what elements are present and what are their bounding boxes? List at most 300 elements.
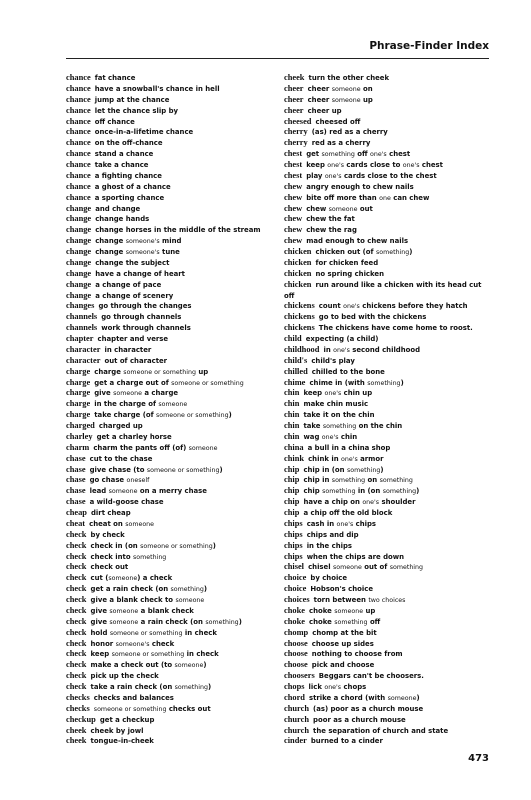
index-entry (66, 193, 282, 204)
index-entry (284, 334, 500, 345)
phrase-placeholder: one's (324, 172, 342, 180)
phrase-placeholder: something (132, 553, 167, 561)
phrase-text: chips and dip (306, 530, 359, 539)
entry-headword: cheat (66, 518, 86, 528)
entry-headword: charge (66, 366, 91, 376)
phrase-text: keep (306, 161, 328, 169)
entry-phrase (94, 379, 244, 387)
entry-headword: childhood (284, 344, 320, 354)
phrase-placeholder: someone (109, 618, 139, 626)
index-entry (66, 356, 282, 367)
phrase-text: by check (90, 530, 125, 539)
index-entry (284, 606, 500, 617)
entry-phrase (91, 607, 194, 615)
phrase-placeholder: someone or something (171, 379, 244, 387)
entry-phrase (95, 237, 181, 245)
entry-headword: choose (284, 660, 308, 670)
index-entry (66, 138, 282, 149)
phrase-placeholder: something (321, 151, 355, 159)
entry-headword: chips (284, 518, 303, 528)
entry-phrase (306, 161, 443, 169)
entry-phrase (323, 346, 420, 354)
phrase-text: give (94, 389, 114, 398)
entry-headword: chance (66, 192, 91, 202)
phrase-text: ) a check (137, 574, 173, 583)
entry-headword: church (284, 714, 309, 724)
phrase-text: off chance (94, 117, 135, 126)
entry-phrase (95, 118, 135, 126)
entry-phrase (94, 400, 187, 408)
index-entry (284, 617, 500, 628)
phrase-text: nothing to choose from (311, 650, 403, 659)
index-entry (66, 247, 282, 258)
entry-headword: chance (66, 73, 91, 82)
index-entry (66, 236, 282, 247)
phrase-placeholder: one's (369, 151, 387, 159)
phrase-text: up (195, 367, 209, 376)
phrase-text: stand a chance (94, 150, 154, 159)
phrase-text: checks and balances (93, 693, 174, 702)
index-entry (66, 726, 282, 737)
entry-phrase (95, 128, 194, 136)
phrase-text: tongue-in-cheek (90, 737, 154, 746)
entry-headword: cheesed (284, 116, 312, 126)
index-entry (284, 595, 500, 606)
index-entry (284, 541, 500, 552)
phrase-text: checks out (166, 704, 211, 713)
index-entry (284, 204, 500, 215)
index-entry (66, 421, 282, 432)
entry-phrase (91, 650, 219, 658)
index-entry (284, 106, 500, 117)
entry-headword: chest (284, 160, 303, 169)
entry-phrase (306, 237, 408, 245)
phrase-text: get a charge out of (94, 378, 172, 387)
entry-headword: chops (284, 682, 305, 691)
entry-phrase (95, 205, 140, 213)
phrase-placeholder: someone or something (146, 466, 220, 474)
index-entry (66, 106, 282, 117)
phrase-text: shoulder (379, 498, 416, 507)
index-entry (284, 84, 500, 95)
phrase-placeholder: someone (331, 85, 361, 93)
phrase-text: cheesed off (315, 117, 361, 126)
phrase-text: in character (104, 345, 152, 354)
index-entry (66, 584, 282, 595)
entry-headword: cheek (66, 725, 87, 735)
phrase-text: chest (419, 161, 443, 169)
index-entry (66, 715, 282, 726)
phrase-text: red as a cherry (311, 139, 371, 148)
entry-headword: change (66, 214, 92, 224)
entry-phrase (312, 640, 374, 648)
phrase-text: cards close to the chest (341, 171, 437, 180)
entry-phrase (91, 737, 154, 745)
phrase-text: ) (212, 541, 216, 550)
entry-headword: china (284, 442, 304, 452)
entry-headword: chicken (284, 257, 312, 267)
entry-phrase (95, 139, 163, 147)
index-entry (66, 410, 282, 421)
entry-phrase (316, 281, 482, 289)
entry-headword: charged (66, 421, 95, 430)
phrase-text: charm the pants off (of) (93, 443, 189, 452)
phrase-text: ) (416, 693, 420, 702)
entry-phrase (97, 433, 172, 441)
phrase-placeholder: someone or something (111, 651, 185, 659)
entry-phrase (309, 694, 420, 702)
entry-phrase (309, 379, 403, 387)
index-entry (284, 465, 500, 476)
index-entry (284, 628, 500, 639)
index-entry (66, 399, 282, 410)
entry-phrase (313, 727, 448, 735)
phrase-text: off (367, 617, 381, 626)
entry-headword: chime (284, 377, 306, 387)
index-entry (66, 280, 282, 291)
phrase-text: (as) poor as a church mouse (313, 704, 424, 713)
phrase-text: ) (203, 661, 207, 670)
phrase-text: second childhood (349, 345, 421, 354)
entry-headword: charge (66, 388, 91, 398)
entry-headword: church (284, 703, 309, 713)
entry-phrase (303, 389, 372, 397)
entry-phrase (95, 281, 161, 289)
entry-headword: change (66, 290, 92, 300)
phrase-text: off (354, 150, 370, 159)
phrase-text: keep (90, 650, 112, 659)
index-entry (66, 552, 282, 563)
phrase-placeholder: one's (336, 520, 354, 528)
entry-phrase (319, 672, 424, 680)
index-entry (284, 573, 500, 584)
entry-headword: chicken (284, 279, 312, 289)
index-entry (284, 171, 500, 182)
index-entry (66, 73, 282, 84)
phrase-text: ) (416, 487, 420, 496)
index-entry (66, 312, 282, 323)
phrase-text: mind (159, 237, 182, 246)
index-entry (284, 236, 500, 247)
phrase-placeholder: something (322, 488, 356, 496)
phrase-text: chip in (303, 476, 332, 485)
phrase-text: up (363, 606, 376, 615)
phrase-text: choke (309, 617, 335, 626)
index-entry (66, 508, 282, 519)
entry-headword: check (66, 595, 87, 604)
entry-phrase (312, 650, 403, 658)
phrase-text: chin (338, 432, 358, 441)
entry-headword: chip (284, 497, 300, 507)
entry-phrase (312, 128, 388, 136)
entry-headword: character (66, 355, 101, 365)
entry-headword: chin (284, 421, 300, 430)
entry-headword: chance (66, 170, 91, 180)
entry-phrase (95, 226, 260, 234)
entry-phrase (310, 585, 373, 593)
phrase-text: cheat on (89, 519, 126, 528)
phrase-placeholder: someone (175, 597, 205, 604)
entry-phrase (306, 194, 429, 202)
phrase-text: cut ( (90, 574, 109, 583)
index-entry (66, 171, 282, 182)
entry-phrase (101, 324, 191, 332)
entry-headword: chest (284, 149, 303, 159)
index-entry (284, 421, 500, 432)
phrase-text: the separation of church and state (313, 726, 449, 735)
entry-phrase (91, 629, 217, 637)
phrase-placeholder: one's (343, 303, 360, 311)
phrase-placeholder: something (379, 477, 413, 485)
index-entry (284, 247, 500, 258)
entry-headword: chase (66, 453, 86, 463)
index-entry (284, 117, 500, 128)
phrase-text: out (357, 204, 373, 213)
phrase-text: and change (95, 204, 141, 213)
phrase-text: go through channels (101, 313, 182, 322)
entry-phrase (90, 455, 153, 463)
entry-headword: check (66, 671, 87, 681)
entry-headword: chip (284, 475, 300, 485)
index-entry (66, 378, 282, 389)
phrase-placeholder: someone's (125, 238, 160, 246)
phrase-placeholder: someone (334, 607, 364, 615)
phrase-text: a fighting chance (94, 171, 162, 180)
entry-headword: check (66, 627, 87, 637)
entry-phrase (308, 96, 373, 104)
entry-phrase (312, 368, 385, 376)
phrase-placeholder: one (379, 194, 391, 202)
index-entry (284, 475, 500, 486)
index-entry (284, 584, 500, 595)
entry-phrase (99, 422, 143, 430)
index-entry (284, 149, 500, 160)
index-column-left (66, 73, 282, 747)
index-entry (284, 486, 500, 497)
phrase-placeholder: someone or something (156, 412, 229, 420)
entry-headword: cheek (284, 73, 305, 82)
phrase-placeholder: someone (174, 662, 204, 670)
entry-phrase (94, 368, 208, 376)
index-entry (284, 726, 500, 737)
index-entry (66, 519, 282, 530)
entry-headword: choose (284, 649, 308, 659)
entry-phrase (308, 85, 373, 93)
phrase-text: up (360, 95, 373, 104)
phrase-text: expecting (a child) (305, 335, 379, 343)
phrase-text: Hobson's choice (310, 585, 374, 594)
phrase-text: check in (on (90, 541, 141, 550)
entry-headword: chin (284, 388, 300, 398)
entry-headword: chip (284, 464, 300, 474)
entry-headword: channels (66, 323, 98, 333)
phrase-text: a wild-goose chase (89, 498, 164, 507)
phrase-text: in the charge of (94, 400, 159, 409)
index-entry (66, 639, 282, 650)
entry-headword: chew (284, 225, 303, 235)
phrase-text: a ghost of a chance (94, 182, 171, 191)
entry-phrase (89, 520, 154, 528)
entry-phrase (309, 607, 375, 615)
phrase-text: child's play (311, 356, 355, 365)
phrase-text: turn the other cheek (308, 74, 390, 82)
phrase-text: cheer up (307, 106, 342, 115)
entry-phrase (303, 422, 402, 430)
phrase-text: get a charley horse (96, 432, 172, 441)
phrase-text: take a chance (94, 161, 149, 169)
entry-headword: chin (284, 410, 300, 420)
phrase-text: change (95, 237, 126, 246)
phrase-text: have a change of heart (95, 269, 185, 278)
index-entry (66, 117, 282, 128)
entry-phrase (316, 248, 413, 256)
entry-headword: chink (284, 453, 305, 463)
entry-headword: chance (66, 94, 91, 104)
entry-phrase (95, 194, 164, 202)
phrase-text: chime in (with (309, 378, 368, 387)
phrase-text: pick and choose (311, 661, 375, 670)
phrase-text: chomp at the bit (312, 628, 377, 637)
entry-headword: checks (66, 703, 90, 713)
entry-phrase (306, 205, 373, 213)
entry-phrase (91, 542, 216, 550)
index-entry (66, 573, 282, 584)
entry-headword: cheap (66, 508, 87, 517)
entry-headword: chicken (284, 247, 312, 256)
phrase-text: take charge (of (94, 411, 156, 420)
page-number: 473 (468, 753, 489, 764)
phrase-text: a charge (141, 389, 179, 398)
index-entry (66, 432, 282, 443)
entry-headword: chase (66, 475, 86, 485)
phrase-text: in (on (355, 487, 383, 496)
entry-phrase (310, 574, 347, 582)
index-entry (66, 617, 282, 628)
entry-headword: cherry (284, 127, 308, 137)
entry-phrase (91, 672, 159, 680)
entry-phrase (94, 694, 174, 702)
phrase-placeholder: someone or something (93, 705, 167, 713)
phrase-text: by choice (310, 574, 348, 583)
phrase-placeholder: someone or something (140, 542, 213, 550)
phrase-placeholder: one's (321, 433, 339, 441)
entry-phrase (94, 411, 232, 419)
phrase-text: work through channels (101, 324, 191, 333)
phrase-placeholder: one's (333, 346, 350, 354)
index-entry (66, 84, 282, 95)
index-entry (284, 639, 500, 650)
phrase-text: out of (361, 563, 390, 572)
phrase-text: on (365, 476, 380, 485)
entry-phrase (91, 585, 207, 593)
index-entry (284, 225, 500, 236)
phrase-text: choke (309, 606, 335, 615)
entry-phrase (306, 215, 355, 223)
entry-headword: chisel (284, 562, 305, 572)
entry-headword: chips (284, 540, 303, 550)
entry-phrase (91, 563, 129, 571)
entry-phrase (306, 335, 379, 343)
phrase-text: chest (386, 150, 411, 159)
entry-headword: channels (66, 312, 98, 322)
entry-phrase (91, 727, 144, 735)
entry-phrase (303, 411, 374, 419)
entry-phrase (104, 357, 167, 365)
entry-phrase (316, 118, 361, 126)
index-entry (66, 562, 282, 573)
phrase-text: take (303, 422, 323, 430)
entry-headword: chew (284, 214, 303, 224)
entry-phrase (91, 509, 131, 517)
entry-headword: chew (284, 236, 303, 246)
entry-phrase (307, 542, 352, 550)
entry-headword: chase (66, 464, 86, 474)
entry-headword: cheer (284, 94, 304, 104)
phrase-text: on the chin (356, 422, 403, 430)
entry-phrase (312, 629, 376, 637)
entry-headword: charge (66, 410, 91, 420)
phrase-text: let the chance slip by (94, 106, 179, 115)
entry-phrase (312, 139, 371, 147)
phrase-placeholder: someone (387, 694, 417, 702)
phrase-text: out of character (104, 356, 168, 365)
entry-phrase (308, 107, 342, 115)
phrase-text: chilled to the bone (311, 367, 385, 376)
entry-headword: church (284, 725, 309, 735)
index-entry (284, 530, 500, 541)
entry-phrase (309, 618, 380, 626)
phrase-text: wag (303, 432, 322, 441)
entry-headword: checkup (66, 714, 96, 724)
index-entry (284, 127, 500, 138)
entry-headword: check (66, 540, 87, 550)
phrase-text: ) (400, 378, 404, 387)
phrase-text: (as) red as a cherry (311, 128, 388, 137)
phrase-text: a change of scenery (95, 291, 174, 300)
entry-phrase (307, 531, 359, 539)
phrase-text: cheer (307, 95, 332, 104)
entry-headword: choose (284, 638, 308, 648)
entry-headword: chickens (284, 312, 315, 322)
phrase-placeholder: someone's (115, 640, 150, 648)
index-entry (66, 606, 282, 617)
entry-headword: chance (66, 160, 91, 169)
entry-phrase (312, 661, 374, 669)
entry-headword: choke (284, 616, 305, 626)
entry-headword: chew (284, 192, 303, 202)
phrase-text: cheer (307, 84, 332, 93)
entry-phrase (308, 444, 391, 452)
index-entry (284, 660, 500, 671)
entry-phrase (303, 509, 392, 517)
phrase-placeholder: someone (332, 564, 362, 572)
entry-headword: chilled (284, 366, 308, 376)
phrase-placeholder: two choices (368, 597, 406, 604)
phrase-placeholder: something (382, 488, 417, 496)
index-entry (66, 682, 282, 693)
index-entry (284, 291, 500, 302)
phrase-text: Beggars can't be choosers. (318, 672, 424, 681)
phrase-text: chickens before they hatch (359, 302, 468, 311)
phrase-text: have a snowball's chance in hell (94, 84, 220, 93)
index-entry (284, 214, 500, 225)
entry-phrase (91, 618, 242, 626)
index-entry (284, 323, 500, 334)
phrase-text: when the chips are down (306, 552, 405, 561)
phrase-text: lead (89, 487, 109, 496)
phrase-text: no spring chicken (315, 269, 384, 278)
entry-headword: change (66, 247, 92, 256)
